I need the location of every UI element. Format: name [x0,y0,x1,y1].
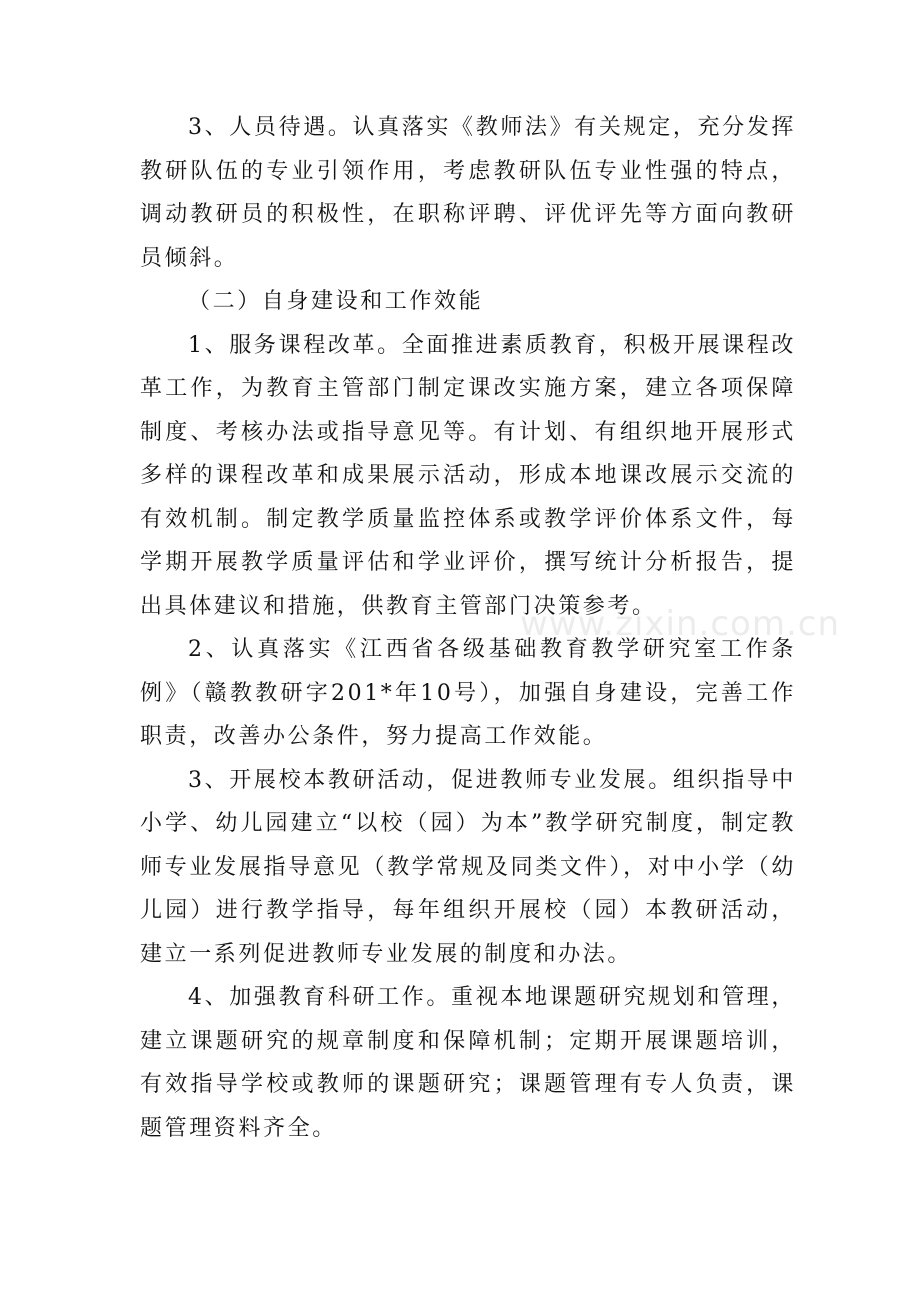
paragraph-school-based-research: 3、开展校本教研活动，促进教师专业发展。组织指导中小学、幼儿园建立“以校（园）为本”教学研究制度，制定教师专业发展指导意见（教学常规及同类文件），对中小学（幼儿园）进行教学指导，每年组织开展校（园）本教研活动，建立一系列促进教师专业发展的制度和办法。 [140,767,796,967]
document-body [140,106,796,1150]
watermark: www.zixin.com.cn [520,604,840,644]
paragraph-curriculum-reform: 1、服务课程改革。全面推进素质教育，积极开展课程改革工作，为教育主管部门制定课改实施方案，建立各项保障制度、考核办法或指导意见等。有计划、有组织地开展形式多样的课程改革和成果展示活动，形成本地课改展示交流的有效机制。制定教学质量监控体系或教学评价体系文件，每学期开展教学质量评估和学业评价，撰写统计分析报告，提出具体建议和措施，供教育主管部门决策参考。 [140,332,796,619]
paragraph-regulation-implementation: 2、认真落实《江西省各级基础教育教学研究室工作条例》（赣教教研字201*年10号），加强自身建设，完善工作职责，改善办公条件，努力提高工作效能。 [140,637,796,749]
paragraph-education-research: 4、加强教育科研工作。重视本地课题研究规划和管理，建立课题研究的规章制度和保障机制；定期开展课题培训，有效指导学校或教师的课题研究；课题管理有专人负责，课题管理资料齐全。 [140,985,796,1141]
section-heading-self-construction: （二）自身建设和工作效能 [188,289,484,314]
paragraph-personnel-treatment: 3、人员待遇。认真落实《教师法》有关规定，充分发挥教研队伍的专业引领作用，考虑教研队伍专业性强的特点，调动教研员的积极性，在职称评聘、评优评先等方面向教研员倾斜。 [140,115,796,271]
